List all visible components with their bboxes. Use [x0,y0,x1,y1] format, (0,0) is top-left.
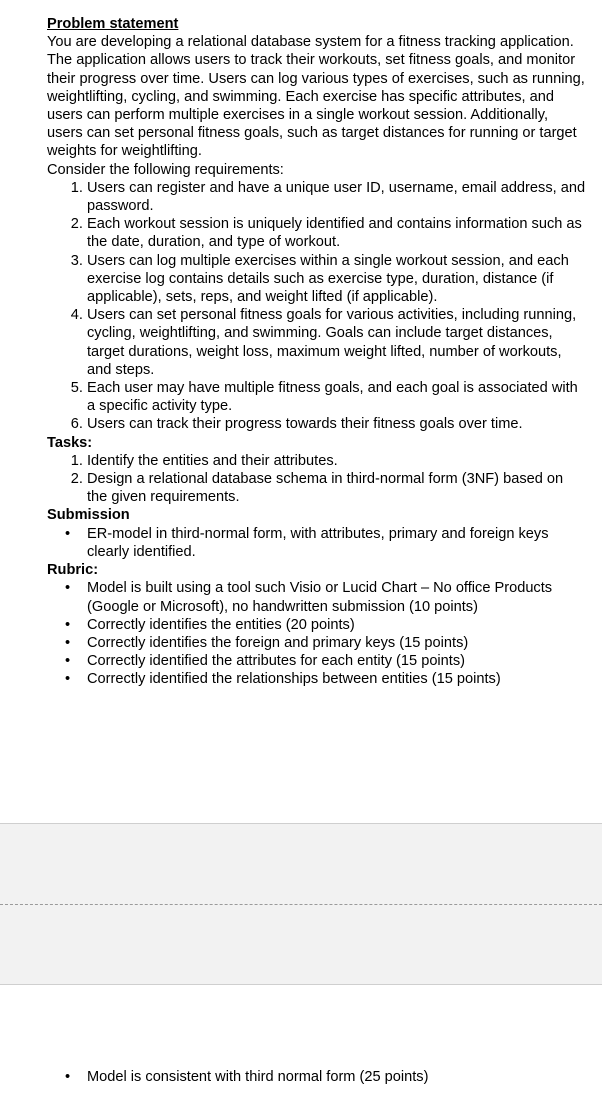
task-item: 2. Design a relational database schema in third-normal form (3NF) based on the given requirements. [87,470,587,506]
rubric-item-text: Correctly identifies the foreign and primary keys (15 points) [87,634,469,651]
requirements-list [47,179,587,434]
document-content [47,15,587,689]
rubric-item-text: Model is built using a tool such Visio or Lucid Chart – No office Products (Google or Microsoft), no handwritten submission (10 points) [87,580,553,615]
requirement-item: 4. Users can set personal fitness goals for various activities, including running, cycling, weightlifting, and swimming. Goals can include target distances, target durations, weight loss, maximum weight lifted, number of workouts, and steps. [87,306,587,379]
bullet-icon: • [65,653,71,670]
tasks-list [47,452,587,507]
rubric-item [65,579,587,615]
bullet-icon: • [65,671,71,688]
requirement-item: 5. Each user may have multiple fitness goals, and each goal is associated with a specific activity type. [87,379,587,415]
page-break-gap-bottom [0,906,602,985]
rubric-item-text: Correctly identified the relationships between entities (15 points) [87,671,501,688]
submission-heading: Submission [47,507,130,524]
submission-item-text: ER-model in third-normal form, with attributes, primary and foreign keys clearly identified. [87,525,549,560]
rubric-item-text: Correctly identified the attributes for each entity (15 points) [87,653,466,670]
rubric-continued-item [65,1068,429,1086]
requirement-item: 2. Each workout session is uniquely identified and contains information such as the date, duration, and type of workout. [87,215,587,251]
rubric-item [65,616,587,634]
bullet-icon: • [65,580,71,597]
requirement-item: 1. Users can register and have a unique user ID, username, email address, and password. [87,179,587,215]
requirements-intro: Consider the following requirements: [47,161,284,178]
rubric-item-text: Correctly identifies the entities (20 points) [87,616,355,633]
bullet-icon: • [65,1069,71,1085]
requirement-item: 6. Users can track their progress towards their fitness goals over time. [87,415,587,433]
page-break-divider [0,904,602,905]
submission-list [47,525,587,561]
rubric-heading: Rubric: [47,562,99,579]
problem-statement-heading: Problem statement [47,16,179,32]
task-item: 1. Identify the entities and their attributes. [87,452,587,470]
rubric-item [65,634,587,652]
bullet-icon: • [65,525,71,542]
tasks-heading: Tasks: [47,434,93,451]
page-break-gap-top [0,823,602,906]
rubric-list [47,579,587,688]
rubric-item [65,670,587,688]
bullet-icon: • [65,616,71,633]
rubric-continued-item-text: Model is consistent with third normal form (25 points) [87,1069,429,1085]
requirement-item: 3. Users can log multiple exercises within a single workout session, and each exercise log contains details such as exercise type, duration, distance (if applicable), sets, reps, and weight lifted (if applicable). [87,252,587,307]
rubric-item [65,652,587,670]
problem-intro: You are developing a relational database system for a fitness tracking application. The application allows users to track their workouts, set fitness goals, and monitor their progress over time. Users can log various types of exercises, such as running, weightlifting, cycling, and swimming. Each exercise has specific attributes, and users can perform multiple exercises in a single workout session. Additionally, users can set personal fitness goals, such as target distances for running or target weights for weightlifting. [47,34,585,160]
submission-item [65,525,587,561]
bullet-icon: • [65,634,71,651]
